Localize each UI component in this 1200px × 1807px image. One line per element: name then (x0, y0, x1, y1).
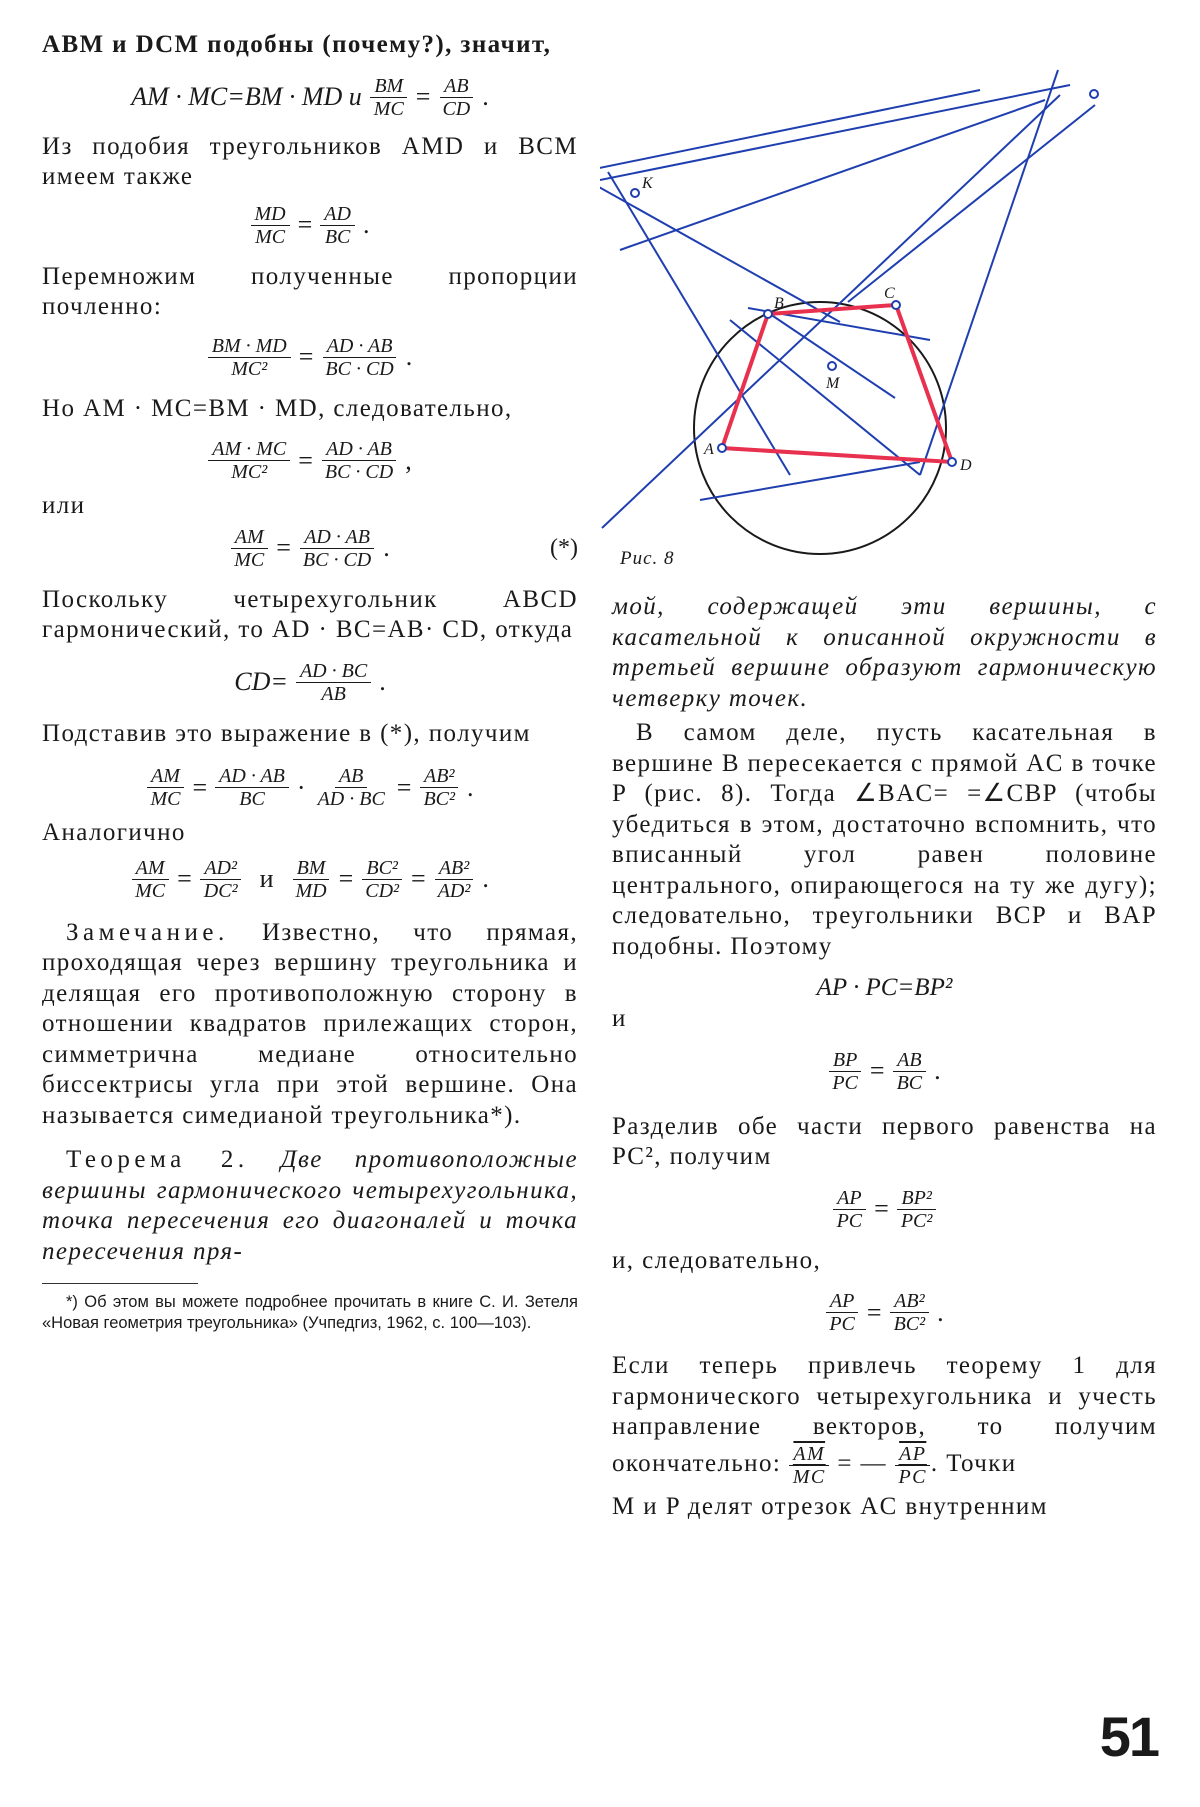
fraction (897, 1187, 937, 1232)
punct: . (379, 667, 386, 696)
fraction (434, 857, 475, 902)
numerator: $\overline{AP}$ (895, 1443, 930, 1466)
fraction (438, 75, 474, 120)
point-K (631, 189, 639, 197)
fraction (291, 857, 330, 902)
denominator: BC · CD (302, 548, 372, 571)
numerator: AP (826, 1290, 858, 1313)
denominator: PC (829, 1313, 855, 1335)
numerator: AD² (200, 857, 241, 880)
conjunction: и (259, 864, 274, 893)
punct: . (362, 210, 370, 239)
denominator: PC (836, 1209, 863, 1232)
punct: . (937, 1297, 944, 1327)
denominator: PC (898, 1465, 927, 1488)
line-KC (600, 182, 840, 322)
equation-tag: (*) (550, 534, 578, 561)
formula: $\frac{AM}{MC}$ = $\frac{AD \cdot AB}{BC \cdot CD}$ . (*) (42, 526, 578, 571)
punct: , (405, 445, 412, 475)
fraction (131, 857, 169, 902)
paragraph: M и P делят отрезок AC внутренним (612, 1492, 1048, 1520)
label-C: C (884, 285, 895, 302)
line-tangent-A (700, 462, 920, 500)
fraction (893, 1049, 927, 1094)
label-D: D (960, 457, 972, 474)
fraction (890, 1290, 930, 1335)
formula: $\frac{AM}{MC}$ = $\frac{\text{AD²}}{\text{DC²}}$ и $\frac{BM}{MD}$ = $\frac{\text{BC²}}{\text{CD²}}$ = $\frac{\text{AB²}}{\text{AD²}}$ . (42, 857, 578, 902)
fraction (828, 1049, 862, 1094)
numerator: AD · AB (300, 526, 374, 549)
footnote-divider (42, 1283, 198, 1284)
fraction (321, 335, 397, 380)
paragraph (612, 1351, 1157, 1488)
punct: . (482, 864, 489, 893)
fraction (296, 660, 371, 705)
denominator: BC · CD (325, 357, 394, 380)
denominator: MC (792, 1465, 826, 1488)
label-K: K (642, 175, 653, 192)
numerator: AP (833, 1187, 865, 1210)
numerator: AD (320, 203, 355, 226)
numerator: AM (231, 526, 268, 549)
fraction (419, 765, 459, 810)
remark-text: Известно, что прямая, проходящая через вершину треугольника и делящая его противоположную сторону в отношении квадратов прилежащих сторон, симметрична медиане относительно биссектрисы угла при этой вершине. Она называется симедианой треугольника*). (42, 918, 578, 1129)
punct: . (383, 533, 390, 562)
fraction (200, 857, 242, 902)
denominator: MC² (231, 357, 268, 380)
numerator: AD · AB (323, 335, 397, 358)
paragraph: мой, содержащей эти вершины, с касательной к описанной окружности в третьей вершине образуют гармоническую четверку точек. (612, 593, 1157, 712)
paragraph: и, следовательно, (612, 1246, 822, 1274)
numerator: AM (132, 857, 169, 880)
formula: $\frac{MD}{MC}$ = $\frac{AD}{BC}$ . (42, 203, 578, 248)
denominator: PC² (900, 1209, 933, 1232)
denominator: BC (324, 225, 351, 248)
formula-text: CD= (234, 667, 288, 696)
denominator: DC² (203, 879, 238, 902)
fraction (215, 765, 289, 810)
paragraph: или (42, 492, 86, 519)
point-B (764, 310, 772, 318)
formula: $\frac{AM}{MC}$ = $\frac{AD \cdot AB}{BC}$ · $\frac{AB}{AD \cdot BC}$ = $\frac{\text{AB²}}{\text{BC²}}$ . (42, 765, 578, 810)
denominator: MC (234, 548, 265, 571)
paragraph: Из подобия треугольников AMD и BCM имеем также (42, 132, 578, 190)
formula: $\frac{AP}{PC}$ = $\frac{\text{BP²}}{\text{PC²}}$ (612, 1187, 1157, 1232)
denominator: PC (832, 1071, 858, 1094)
label-A: A (704, 441, 714, 458)
numerator: AB² (890, 1290, 928, 1313)
point-D (948, 458, 956, 466)
label-M: M (826, 375, 840, 392)
fraction (370, 75, 408, 120)
paragraph: и (612, 1005, 627, 1032)
fraction (789, 1443, 830, 1488)
numerator: AB² (420, 765, 458, 788)
formula (42, 660, 578, 705)
numerator: BM (370, 75, 407, 98)
construction-lines (600, 70, 1095, 528)
paragraph: Подставив это выражение в (*), получим (42, 719, 531, 747)
equals: = (415, 82, 431, 111)
numerator: AM · MC (208, 438, 290, 461)
punct: . (482, 82, 489, 111)
paragraph-text: Если теперь привлечь теорему 1 для гармонического четырехугольника и учесть направление векторов, то получим окончательно: (612, 1352, 1157, 1477)
paragraph: Перемножим полученные пропорции почленно: (42, 262, 578, 320)
punct: . (467, 772, 474, 802)
point-A (718, 444, 726, 452)
fraction (299, 526, 375, 571)
footnote: *) Об этом вы можете подробнее прочитать в книге С. И. Зетеля «Новая геометрия треугольника» (Учпедгиз, 1962, с. 100—103). (42, 1293, 578, 1332)
denominator: MC² (231, 461, 268, 483)
equals: = — (837, 1449, 887, 1477)
denominator: MC (255, 225, 286, 248)
line-B-top (620, 100, 1045, 250)
numerator: BP (829, 1049, 861, 1072)
label-B: B (774, 295, 784, 312)
line-K-top (600, 90, 980, 172)
numerator: AD · AB (215, 765, 289, 788)
numerator: AB (893, 1049, 925, 1072)
numerator: BC² (362, 857, 402, 880)
fraction (320, 203, 355, 248)
fraction (825, 1290, 859, 1335)
denominator: BC (239, 788, 265, 810)
denominator: MC (373, 97, 404, 120)
numerator: AB (335, 765, 367, 788)
denominator: CD² (365, 879, 400, 902)
fraction (361, 857, 403, 902)
paragraph: Аналогично (42, 819, 186, 846)
denominator: BC (896, 1071, 923, 1094)
fraction (314, 765, 389, 810)
denominator: AD · BC (317, 788, 385, 810)
figure-8 (600, 60, 1160, 620)
paragraph: Разделив обе части первого равенства на PC², получим (612, 1112, 1157, 1170)
theorem-paragraph (42, 1145, 578, 1267)
fraction (146, 765, 184, 810)
formula: $\frac{BP}{PC}$ = $\frac{AB}{BC}$ . (612, 1049, 1157, 1094)
numerator: AB (440, 75, 472, 98)
punct: . (405, 342, 413, 371)
formula: $\frac{AP}{PC}$ = $\frac{\text{AB²}}{\text{BC²}}$ . (612, 1290, 1157, 1335)
fraction (208, 335, 291, 380)
paragraph: Но AM · MC=BM · MD, следовательно, (42, 394, 513, 422)
fraction (230, 526, 268, 571)
punct: . (934, 1056, 941, 1085)
line-DP (920, 70, 1058, 475)
formula: $\frac{AM \cdot MC}{\text{MC²}}$ = $\frac{AD \cdot AB}{BC \cdot CD}$ , (42, 438, 578, 483)
paragraph: ABM и DCM подобны (почему?), значит, (42, 31, 552, 58)
formula-text: AM · MC=BM · MD и (131, 82, 362, 111)
numerator: AD · BC (296, 660, 371, 683)
numerator: BM · MD (208, 335, 291, 358)
fraction (251, 203, 290, 248)
left-column (42, 30, 578, 1334)
denominator: AD² (437, 879, 471, 902)
paragraph: В самом деле, пусть касательная в вершине B пересекается с прямой AC в точке P (рис. 8). Тогда ∠BAC= =∠CBP (чтобы убедиться в этом, достаточно вспомнить, что вписанный угол равен половине центрального, опирающегося на ту же дугу); следовательно, треугольники BCP и BAP подобны. Поэтому (612, 719, 1157, 960)
numerator: MD (251, 203, 290, 226)
theorem-text: Две противоположные вершины гармонического четырехугольника, точка пересечения его диагоналей и точка пересечения пря- (42, 1146, 578, 1265)
paragraph-text: . Точки (930, 1449, 1017, 1477)
numerator: BP² (897, 1187, 935, 1210)
point-M (828, 362, 836, 370)
remark-paragraph (42, 918, 578, 1132)
denominator: BC² (893, 1313, 926, 1335)
line-K-P (600, 85, 1070, 180)
paragraph: Поскольку четырехугольник ABCD гармонический, то AD · BC=AB· CD, откуда (42, 585, 578, 643)
denominator: BC² (423, 788, 456, 810)
numerator: AM (147, 765, 184, 788)
numerator: AD · AB (322, 438, 396, 461)
denominator: BC · CD (324, 461, 394, 483)
fraction (208, 438, 290, 483)
numerator: AB² (435, 857, 473, 880)
right-column (612, 60, 1157, 1522)
figure-caption: Рис. 8 (620, 548, 675, 569)
denominator: CD (442, 97, 471, 120)
remark-label: Замечание. (66, 918, 229, 946)
point-P (1090, 90, 1098, 98)
fraction (833, 1187, 867, 1232)
denominator: MC (135, 879, 166, 902)
denominator: MD (295, 879, 327, 902)
fraction (321, 438, 397, 483)
denominator: AB (321, 682, 346, 705)
formula: $\frac{BM \cdot MD}{\text{MC²}}$ = $\frac{AD \cdot AB}{BC \cdot CD}$ . (42, 335, 578, 380)
page-number: 51 (1099, 1705, 1158, 1768)
numerator: BM (293, 857, 330, 880)
numerator: $\overline{AM}$ (789, 1443, 829, 1466)
geometry-diagram (600, 60, 1160, 620)
denominator: MC (150, 788, 181, 810)
formula (42, 75, 578, 120)
point-C (892, 301, 900, 309)
fraction (895, 1443, 931, 1488)
formula: AP · PC=BP² (816, 974, 953, 1001)
line-C-P (848, 105, 1095, 302)
theorem-label: Теорема 2. (66, 1146, 249, 1173)
